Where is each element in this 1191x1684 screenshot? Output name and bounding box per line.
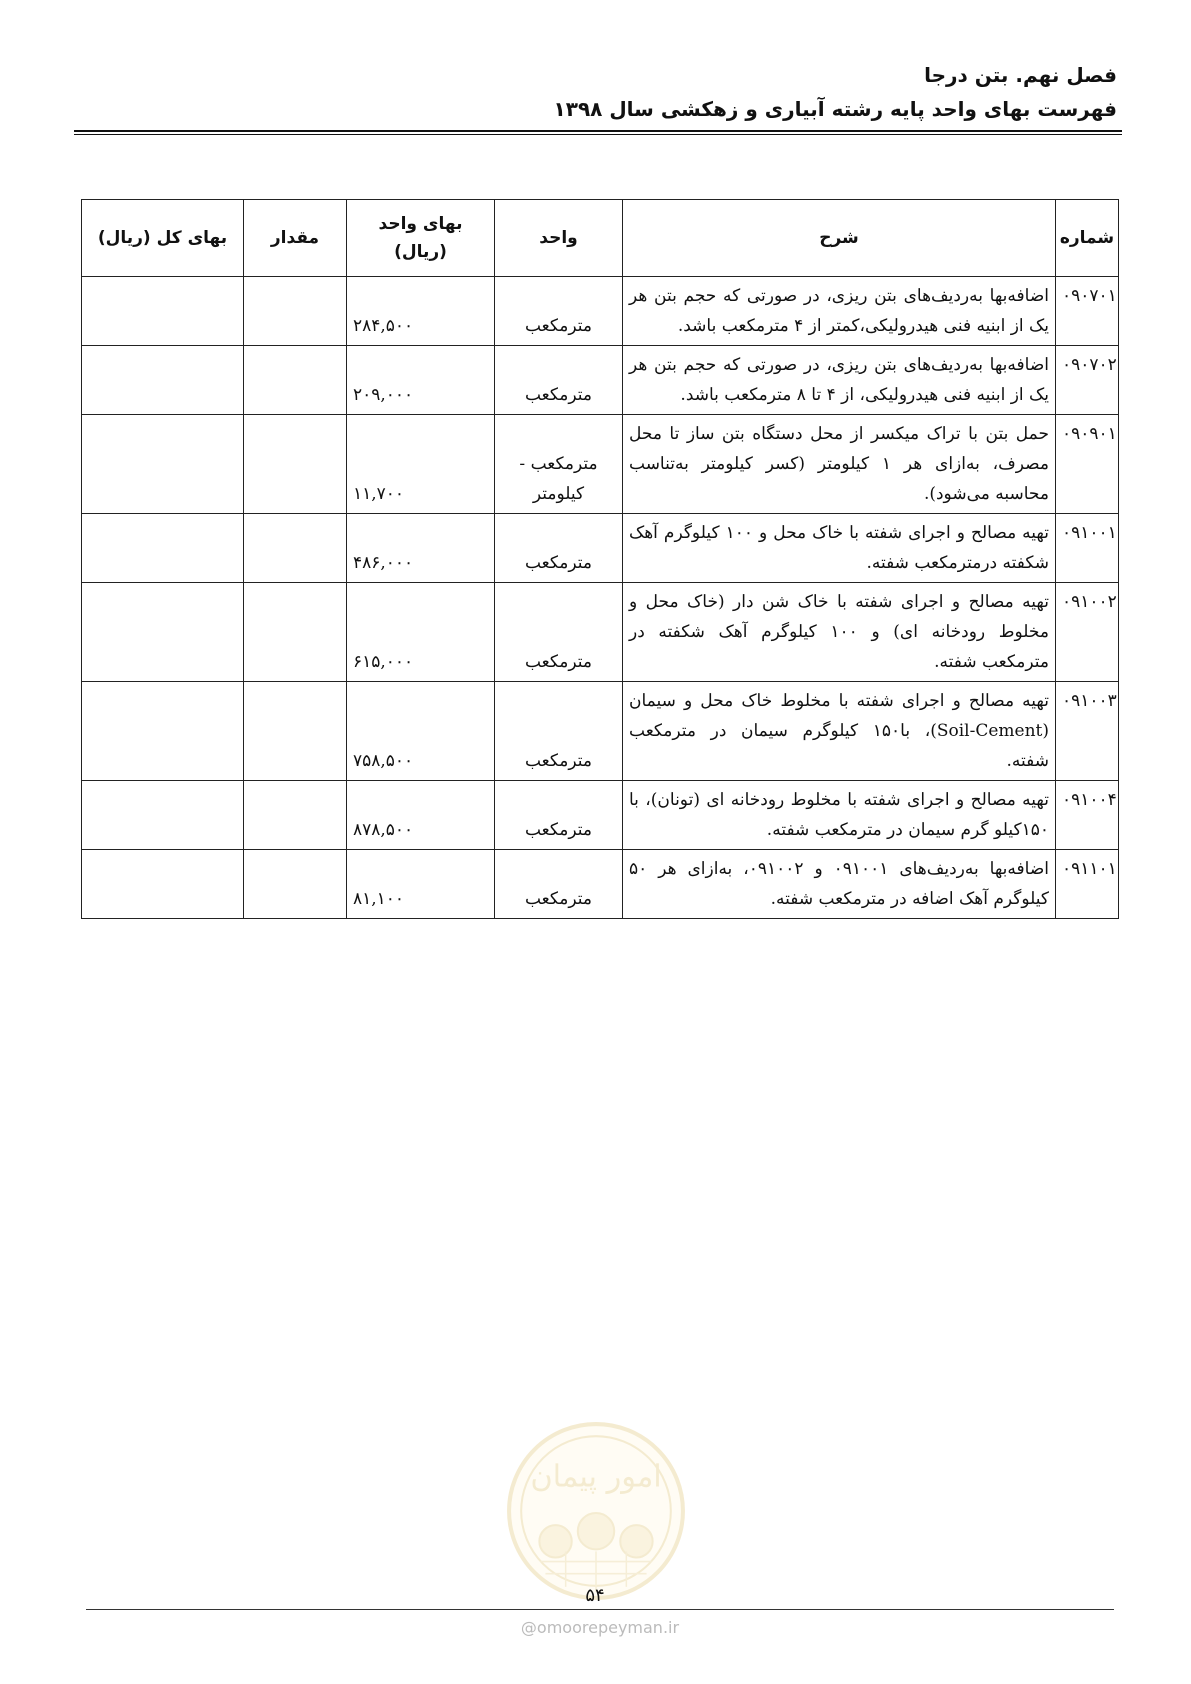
row-unit: مترمکعب bbox=[495, 277, 623, 346]
row-desc: تهیه مصالح و اجرای شفته با خاک محل و ۱۰۰ کیلوگرم آهک شکفته درمترمکعب شفته. bbox=[623, 514, 1056, 583]
table-row bbox=[82, 583, 1119, 682]
row-unit-price: ۸۷۸,۵۰۰ bbox=[347, 781, 495, 850]
table-row bbox=[82, 277, 1119, 346]
header-desc: شرح bbox=[623, 200, 1056, 277]
row-desc: تهیه مصالح و اجرای شفته با مخلوط خاک محل و سیمان (Soil-Cement)، با۱۵۰ کیلوگرم سیمان در مترمکعب شفته. bbox=[623, 682, 1056, 781]
row-code: ۰۹۰۹۰۱ bbox=[1056, 415, 1119, 514]
row-unit-price: ۱۱,۷۰۰ bbox=[347, 415, 495, 514]
header-unit-price bbox=[347, 200, 495, 277]
chapter-title: فصل نهم. بتن درجا bbox=[924, 63, 1117, 87]
row-qty bbox=[244, 346, 347, 415]
row-qty bbox=[244, 781, 347, 850]
page-header bbox=[67, 58, 1117, 126]
row-unit-price: ۸۱,۱۰۰ bbox=[347, 850, 495, 919]
price-table bbox=[81, 199, 1119, 919]
table-row bbox=[82, 781, 1119, 850]
table-row bbox=[82, 415, 1119, 514]
row-code: ۰۹۱۰۰۳ bbox=[1056, 682, 1119, 781]
row-unit: مترمکعب bbox=[495, 781, 623, 850]
header-unit-price-label: بهای واحد bbox=[378, 214, 463, 234]
row-desc: اضافه‌بها به‌ردیف‌های بتن ریزی، در صورتی که حجم بتن هر یک از ابنیه فنی هیدرولیکی، از ۴ تا ۸ مترمکعب باشد. bbox=[623, 346, 1056, 415]
row-desc: تهیه مصالح و اجرای شفته با خاک شن دار (خاک محل و مخلوط رودخانه ای) و ۱۰۰ کیلوگرم آهک شکفته در مترمکعب شفته. bbox=[623, 583, 1056, 682]
row-qty bbox=[244, 277, 347, 346]
row-code: ۰۹۰۷۰۲ bbox=[1056, 346, 1119, 415]
row-unit-price: ۴۸۶,۰۰۰ bbox=[347, 514, 495, 583]
row-qty bbox=[244, 514, 347, 583]
watermark-text: @omoorepeyman.ir bbox=[520, 1618, 680, 1637]
header-unit: واحد bbox=[495, 200, 623, 277]
header-rule-thick bbox=[74, 130, 1122, 132]
row-unit: مترمکعب bbox=[495, 583, 623, 682]
watermark-logo-text: امور پیمان bbox=[530, 1459, 662, 1495]
row-unit: مترمکعب bbox=[495, 346, 623, 415]
row-desc: اضافه‌بها به‌ردیف‌های ۰۹۱۰۰۱ و ۰۹۱۰۰۲، به‌ازای هر ۵۰ کیلوگرم آهک اضافه در مترمکعب شفته. bbox=[623, 850, 1056, 919]
row-qty bbox=[244, 850, 347, 919]
row-total bbox=[82, 277, 244, 346]
watermark-logo-icon bbox=[505, 1420, 687, 1602]
row-total bbox=[82, 415, 244, 514]
row-desc: تهیه مصالح و اجرای شفته با مخلوط رودخانه ای (تونان)، با ۱۵۰کیلو گرم سیمان در مترمکعب شفته. bbox=[623, 781, 1056, 850]
row-code: ۰۹۱۱۰۱ bbox=[1056, 850, 1119, 919]
header-qty: مقدار bbox=[244, 200, 347, 277]
row-code: ۰۹۰۷۰۱ bbox=[1056, 277, 1119, 346]
row-qty bbox=[244, 583, 347, 682]
row-unit-price: ۲۸۴,۵۰۰ bbox=[347, 277, 495, 346]
row-desc: حمل بتن با تراک میکسر از محل دستگاه بتن ساز تا محل مصرف، به‌ازای هر ۱ کیلومتر (کسر کیلومتر به‌تناسب محاسبه می‌شود). bbox=[623, 415, 1056, 514]
header-total: بهای کل (ریال) bbox=[82, 200, 244, 277]
row-unit-price: ۷۵۸,۵۰۰ bbox=[347, 682, 495, 781]
row-unit: مترمکعب bbox=[495, 514, 623, 583]
footer-rule bbox=[86, 1609, 1114, 1610]
row-unit: مترمکعب bbox=[495, 850, 623, 919]
table-header-row bbox=[82, 200, 1119, 277]
table-row bbox=[82, 346, 1119, 415]
header-code: شماره bbox=[1056, 200, 1119, 277]
header-rule-thin bbox=[74, 134, 1122, 135]
table-row bbox=[82, 682, 1119, 781]
table-row bbox=[82, 514, 1119, 583]
table-row bbox=[82, 850, 1119, 919]
row-total bbox=[82, 583, 244, 682]
row-total bbox=[82, 514, 244, 583]
row-code: ۰۹۱۰۰۲ bbox=[1056, 583, 1119, 682]
row-total bbox=[82, 346, 244, 415]
header-unit-price-currency: (ریال) bbox=[394, 242, 447, 262]
row-total bbox=[82, 850, 244, 919]
row-total bbox=[82, 781, 244, 850]
row-unit: مترمکعب - کیلومتر bbox=[495, 415, 623, 514]
page-number: ۵۴ bbox=[585, 1585, 605, 1606]
row-code: ۰۹۱۰۰۴ bbox=[1056, 781, 1119, 850]
row-unit-price: ۲۰۹,۰۰۰ bbox=[347, 346, 495, 415]
row-unit: مترمکعب bbox=[495, 682, 623, 781]
row-code: ۰۹۱۰۰۱ bbox=[1056, 514, 1119, 583]
row-desc: اضافه‌بها به‌ردیف‌های بتن ریزی، در صورتی که حجم بتن هر یک از ابنیه فنی هیدرولیکی،کمتر از ۴ مترمکعب باشد. bbox=[623, 277, 1056, 346]
row-qty bbox=[244, 682, 347, 781]
row-unit-price: ۶۱۵,۰۰۰ bbox=[347, 583, 495, 682]
document-title: فهرست بهای واحد پایه رشته آبیاری و زهکشی سال ۱۳۹۸ bbox=[553, 97, 1117, 121]
row-qty bbox=[244, 415, 347, 514]
row-total bbox=[82, 682, 244, 781]
